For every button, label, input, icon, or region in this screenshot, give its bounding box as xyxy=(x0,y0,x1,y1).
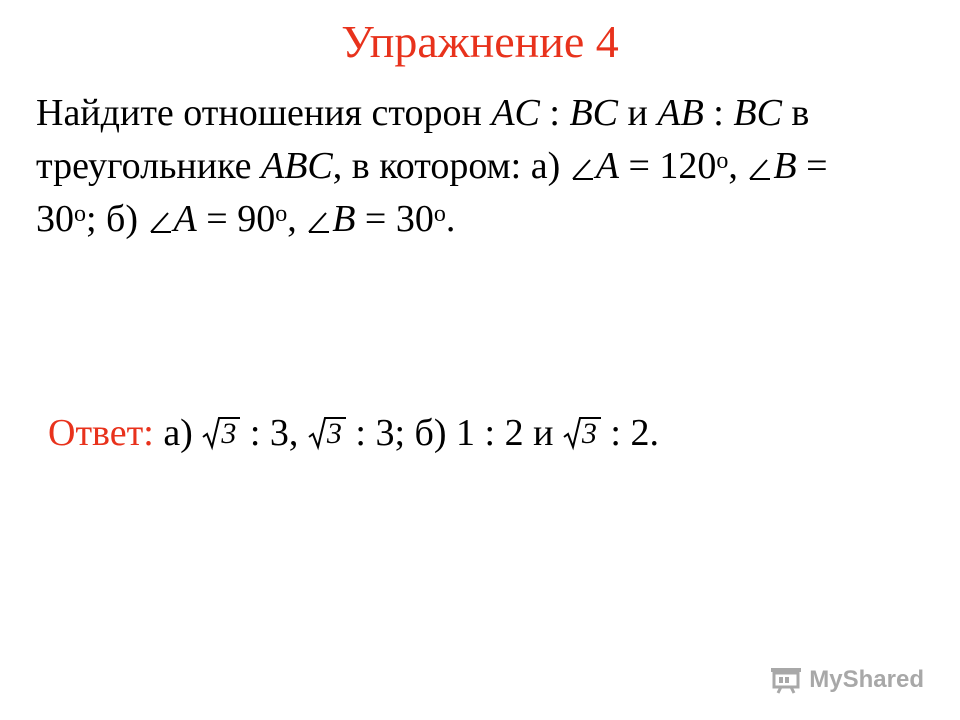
degree-mark: о xyxy=(433,200,446,227)
answer-text: а) xyxy=(153,412,203,454)
triangle-name: ABC xyxy=(260,145,333,187)
slide-title: Упражнение 4 xyxy=(341,16,619,67)
problem-text: . xyxy=(445,198,456,240)
problem-line-3 xyxy=(36,196,455,242)
answer-label: Ответ: xyxy=(48,412,154,454)
problem-text: , xyxy=(728,145,748,187)
sqrt-icon xyxy=(202,415,240,451)
angle-vertex-b: B xyxy=(773,145,797,187)
radicand: 3 xyxy=(221,417,237,450)
problem-text: : xyxy=(703,92,734,134)
segment-bc: BC xyxy=(733,92,782,134)
degree-mark: о xyxy=(74,200,86,227)
problem-text: = 120 xyxy=(618,145,717,187)
answer-text: : 2. xyxy=(600,412,659,454)
angle-vertex-a: A xyxy=(595,145,619,187)
answer-line xyxy=(48,410,659,456)
angle-icon xyxy=(306,205,332,235)
sqrt-icon xyxy=(308,415,346,451)
angle-icon xyxy=(747,152,773,182)
answer-text: : 3; б) 1 : 2 и xyxy=(345,412,563,454)
myshared-logo xyxy=(769,666,924,694)
projector-screen-icon xyxy=(769,666,803,694)
problem-text: , в котором: а) xyxy=(332,145,570,187)
logo-text: MyShared xyxy=(809,666,924,693)
problem-text: = 90 xyxy=(196,198,276,240)
segment-bc: BC xyxy=(569,92,619,134)
radicand: 3 xyxy=(581,417,597,450)
angle-vertex-b: B xyxy=(332,198,356,240)
problem-text: и xyxy=(618,92,658,134)
degree-mark: о xyxy=(275,200,288,227)
problem-text: в xyxy=(781,92,810,134)
problem-line-2 xyxy=(36,143,828,189)
problem-text: Найдите отношения сторон xyxy=(36,92,492,134)
answer-text: : 3, xyxy=(240,412,308,454)
angle-icon xyxy=(570,152,596,182)
degree-mark: о xyxy=(716,147,729,174)
angle-icon xyxy=(148,205,174,235)
problem-text: ; б) xyxy=(86,198,148,240)
problem-line-1 xyxy=(36,90,809,136)
radicand: 3 xyxy=(326,417,342,450)
problem-text: : xyxy=(539,92,570,134)
segment-ac: AC xyxy=(491,92,540,134)
angle-vertex-a: A xyxy=(173,198,197,240)
segment-ab: AB xyxy=(657,92,704,134)
problem-text: , xyxy=(287,198,307,240)
problem-text: = 30 xyxy=(355,198,434,240)
problem-text: = xyxy=(796,145,828,187)
problem-text: треугольнике xyxy=(36,145,261,187)
problem-text: 30 xyxy=(36,198,74,240)
sqrt-icon xyxy=(563,415,601,451)
